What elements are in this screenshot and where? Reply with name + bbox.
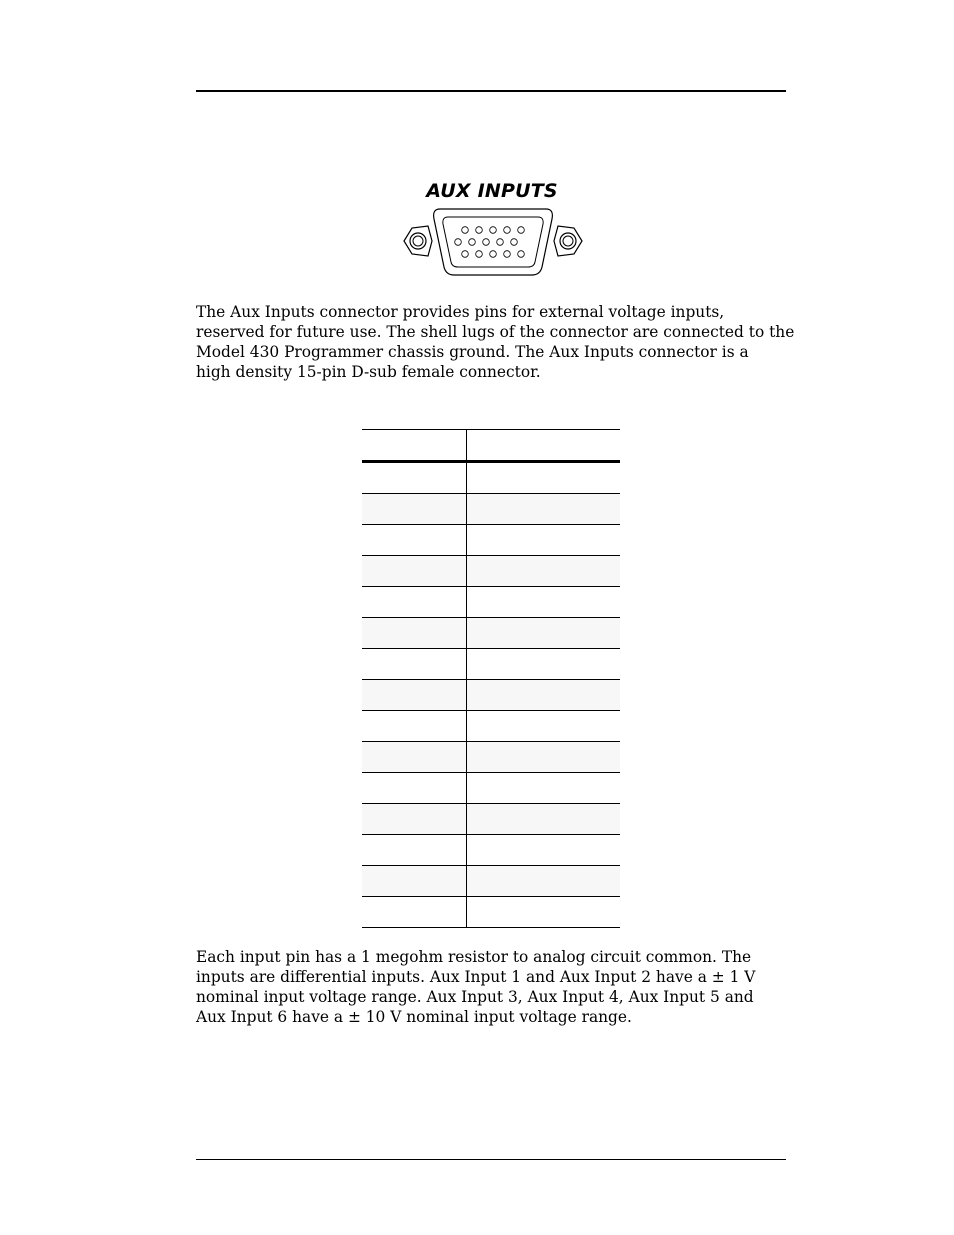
function-cell [466, 897, 620, 928]
pin-cell [362, 649, 466, 680]
table-row [362, 897, 620, 928]
pin-cell [362, 525, 466, 556]
table-row [362, 556, 620, 587]
pin-cell [362, 711, 466, 742]
pin-cell [362, 618, 466, 649]
table-header-row [362, 430, 620, 462]
left-lug-icon [404, 226, 432, 256]
pin-cell [362, 773, 466, 804]
function-cell [466, 711, 620, 742]
pin-cell [362, 587, 466, 618]
header-cell [362, 430, 466, 462]
right-lug-icon [554, 226, 582, 256]
function-cell [466, 556, 620, 587]
connector-shell-inner [443, 217, 543, 267]
function-cell [466, 835, 620, 866]
table-row [362, 711, 620, 742]
paragraph-line: nominal input voltage range. Aux Input 3, Aux Input 4, Aux Input 5 and [196, 988, 754, 1006]
paragraph-line: Model 430 Programmer chassis ground. The Aux Inputs connector is a [196, 343, 749, 361]
pin-cell [362, 494, 466, 525]
function-cell [466, 525, 620, 556]
function-cell [466, 742, 620, 773]
function-cell [466, 618, 620, 649]
paragraph-line: reserved for future use. The shell lugs of the connector are connected to the [196, 323, 795, 341]
function-cell [466, 804, 620, 835]
table-row [362, 587, 620, 618]
paragraph-line: The Aux Inputs connector provides pins for external voltage inputs, [196, 303, 725, 321]
table-row [362, 773, 620, 804]
table-row [362, 742, 620, 773]
function-cell [466, 587, 620, 618]
header-cell [466, 430, 620, 462]
pin-cell [362, 462, 466, 494]
paragraph-line: inputs are differential inputs. Aux Input 1 and Aux Input 2 have a ± 1 V [196, 968, 756, 986]
function-cell [466, 680, 620, 711]
function-cell [466, 462, 620, 494]
table-row [362, 649, 620, 680]
paragraph-line: high density 15-pin D-sub female connector. [196, 363, 541, 381]
pin-cell [362, 897, 466, 928]
pin-cell [362, 556, 466, 587]
pin-cell [362, 742, 466, 773]
connector-title: AUX INPUTS [426, 180, 558, 202]
table-row [362, 525, 620, 556]
pin-cell [362, 866, 466, 897]
connector-shell-outer [434, 209, 553, 275]
pin-cell [362, 835, 466, 866]
table-row [362, 462, 620, 494]
function-cell [466, 494, 620, 525]
table-row [362, 866, 620, 897]
function-cell [466, 649, 620, 680]
pin-row-1 [462, 227, 525, 234]
paragraph-line: Aux Input 6 have a ± 10 V nominal input voltage range. [196, 1008, 632, 1026]
pin-row-2 [455, 239, 518, 246]
db15-female-connector-diagram [400, 205, 586, 277]
pin-assignment-table [362, 429, 620, 928]
table-row [362, 680, 620, 711]
function-cell [466, 773, 620, 804]
connector-description [196, 302, 796, 382]
table-row [362, 835, 620, 866]
pin-row-3 [462, 251, 525, 258]
header-rule [196, 90, 786, 92]
table-row [362, 618, 620, 649]
table-row [362, 804, 620, 835]
paragraph-line: Each input pin has a 1 megohm resistor to analog circuit common. The [196, 948, 752, 966]
input-specification [196, 947, 796, 1027]
footer-rule [196, 1159, 786, 1160]
pin-cell [362, 804, 466, 835]
pin-cell [362, 680, 466, 711]
table-row [362, 494, 620, 525]
function-cell [466, 866, 620, 897]
